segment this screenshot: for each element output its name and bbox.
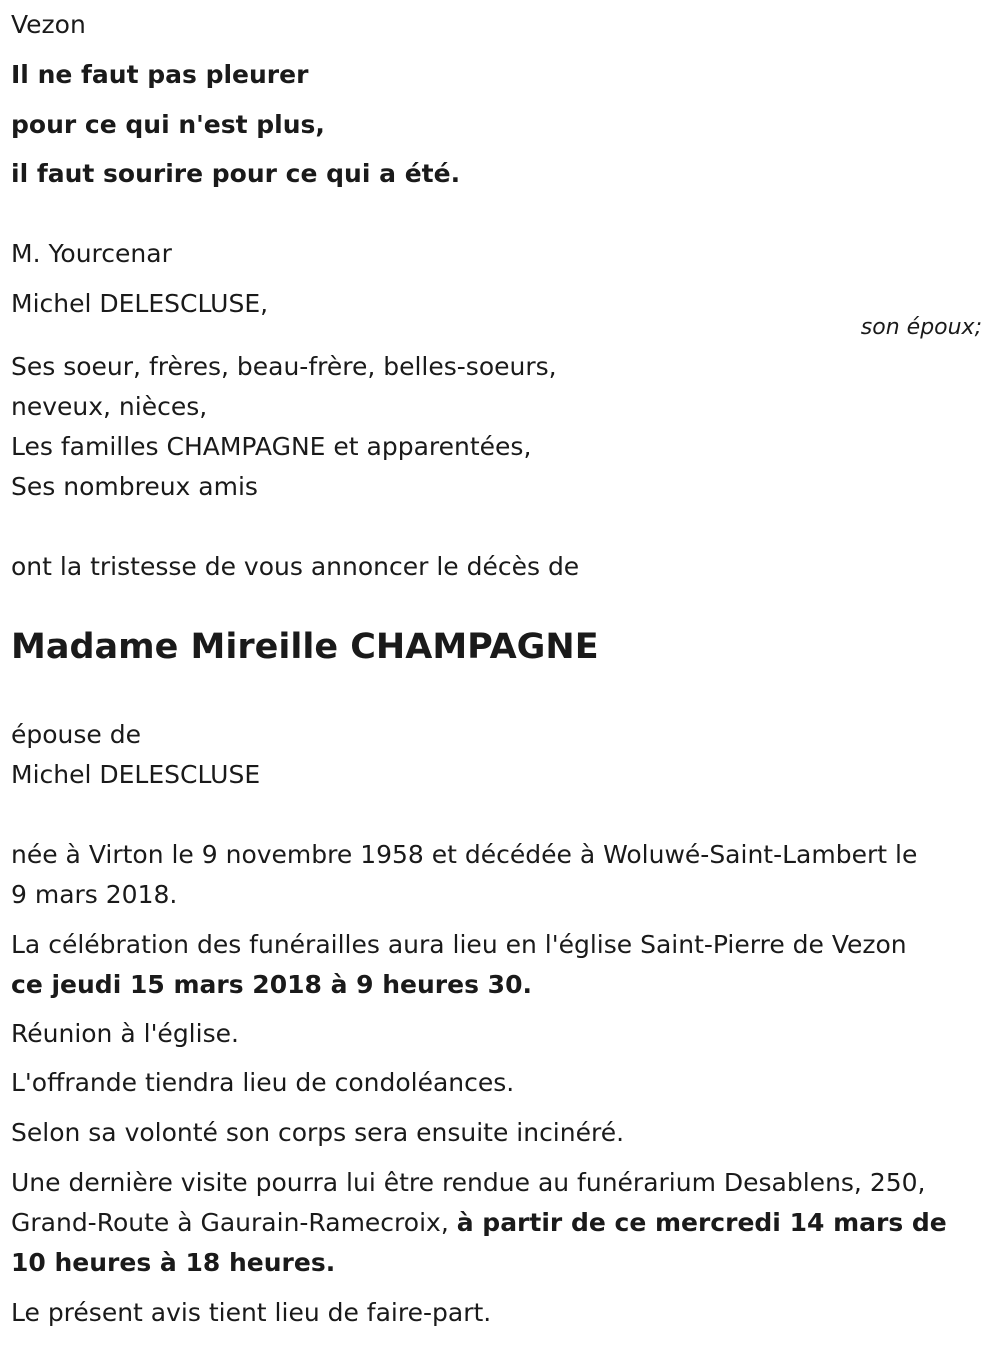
spouse-label: épouse de xyxy=(11,720,141,749)
announcement-text: ont la tristesse de vous annoncer le décès de xyxy=(11,552,580,581)
notice-text: Le présent avis tient lieu de faire-part. xyxy=(11,1298,492,1327)
husband-name: Michel DELESCLUSE, xyxy=(11,289,269,318)
quote-line-1: Il ne faut pas pleurer xyxy=(11,60,309,89)
ceremony-line-1: La célébration des funérailles aura lieu en l'église Saint-Pierre de Vezon xyxy=(11,930,907,959)
visit-line-3: 10 heures à 18 heures. xyxy=(11,1248,336,1277)
place-name: Vezon xyxy=(11,10,86,39)
visit-line-2-regular: Grand-Route à Gaurain-Ramecroix, xyxy=(11,1208,457,1237)
visit-line-2-bold: à partir de ce mercredi 14 mars de xyxy=(456,1208,947,1237)
husband-role: son époux; xyxy=(860,315,982,340)
quote-line-3: il faut sourire pour ce qui a été. xyxy=(11,159,461,188)
birth-death-line-1: née à Virton le 9 novembre 1958 et décédée à Woluwé-Saint-Lambert le xyxy=(11,840,918,869)
relatives-line-3: Les familles CHAMPAGNE et apparentées, xyxy=(11,432,532,461)
spouse-name: Michel DELESCLUSE xyxy=(11,760,261,789)
deceased-name: Madame Mireille CHAMPAGNE xyxy=(11,627,599,667)
quote-line-2: pour ce qui n'est plus, xyxy=(11,110,325,139)
birth-death-line-2: 9 mars 2018. xyxy=(11,880,178,909)
quote-author: M. Yourcenar xyxy=(11,239,172,268)
relatives-line-4: Ses nombreux amis xyxy=(11,472,258,501)
relatives-line-1: Ses soeur, frères, beau-frère, belles-soeurs, xyxy=(11,352,557,381)
offering-text: L'offrande tiendra lieu de condoléances. xyxy=(11,1068,515,1097)
cremation-text: Selon sa volonté son corps sera ensuite incinéré. xyxy=(11,1118,625,1147)
visit-line-1: Une dernière visite pourra lui être rendue au funérarium Desablens, 250, xyxy=(11,1168,926,1197)
ceremony-line-2: ce jeudi 15 mars 2018 à 9 heures 30. xyxy=(11,970,532,999)
visit-line-2 xyxy=(11,1210,947,1235)
relatives-line-2: neveux, nièces, xyxy=(11,392,208,421)
meeting-text: Réunion à l'église. xyxy=(11,1019,239,1048)
